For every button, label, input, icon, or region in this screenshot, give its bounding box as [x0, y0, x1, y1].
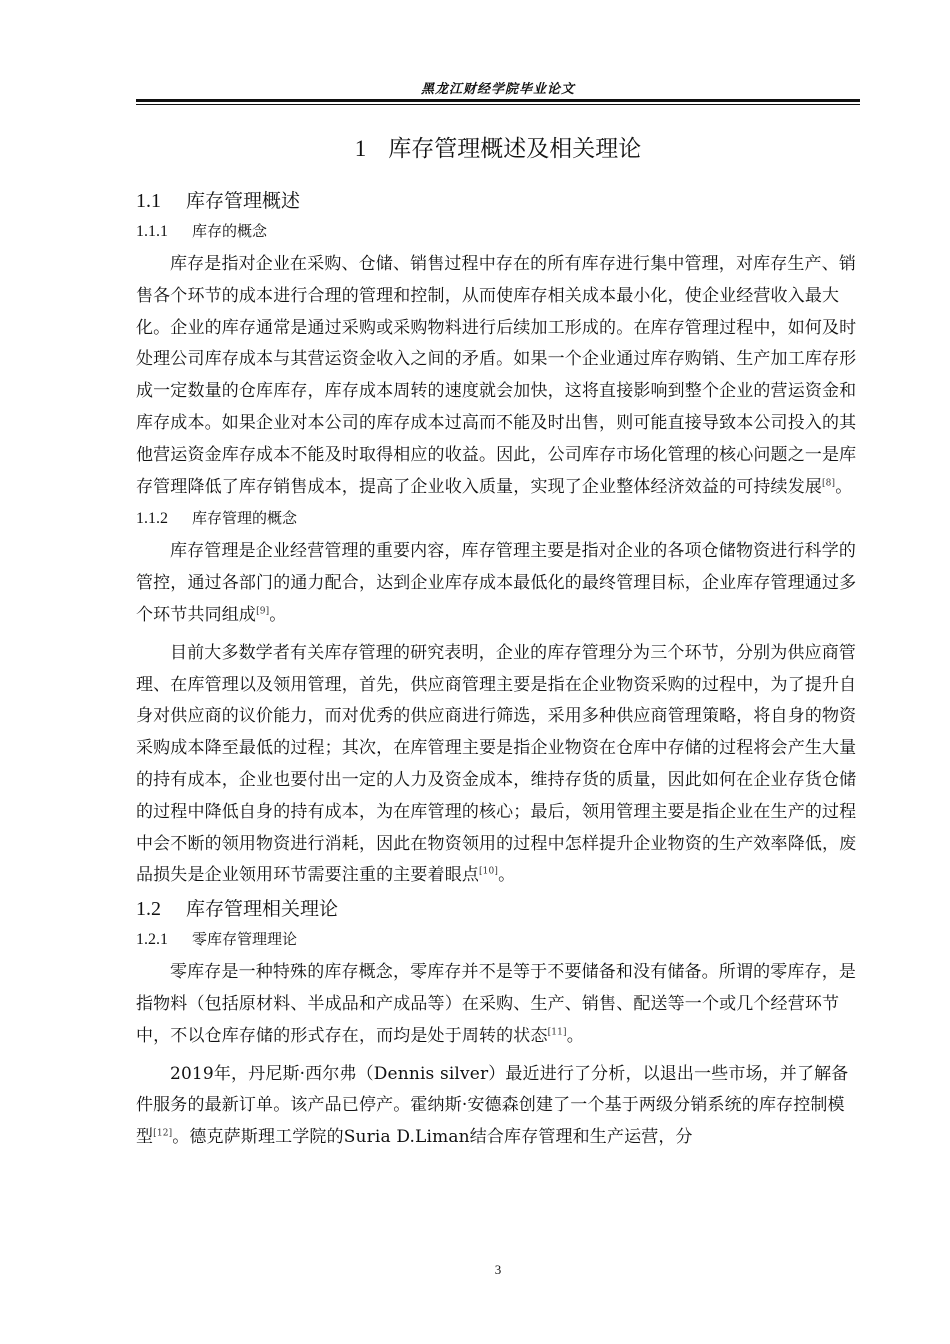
citation-ref[interactable]: [11]	[547, 1027, 567, 1038]
section-title: 库存管理相关理论	[186, 898, 339, 921]
page-number: 3	[494, 1262, 502, 1277]
paragraph-zero-inventory	[136, 957, 860, 1052]
section-title: 库存管理概述	[186, 190, 301, 212]
subsection-number: 1.1.1	[136, 223, 168, 240]
section-heading-1-1	[136, 186, 860, 216]
paragraph-management-concept	[136, 536, 860, 631]
citation-ref[interactable]: [12]	[153, 1128, 173, 1139]
paragraph-research-review	[136, 1059, 860, 1154]
subsection-heading-1-1-2	[136, 505, 860, 532]
paragraph-end: 。	[566, 1025, 584, 1046]
paragraph-three-stages	[136, 638, 860, 892]
header-rule-thick	[136, 99, 860, 102]
subsection-heading-1-1-1	[136, 218, 860, 245]
running-header: 黑龙江财经学院毕业论文	[420, 82, 575, 97]
chapter-title: 库存管理概述及相关理论	[388, 136, 642, 162]
section-number: 1.2	[136, 898, 161, 921]
paragraph-end: 。	[269, 604, 287, 625]
paragraph-text: 库存是指对企业在采购、仓储、销售过程中存在的所有库存进行集中管理，对库存生产、销售各个环节的成本进行合理的管理和控制，从而使库存相关成本最小化，使企业经营收入最大化。企业的库存通常是通过采购或采购物料进行后续加工形成的。在库存管理过程中，如何及时处理公司库存成本与其营运资金收入之间的矛盾。如果一个企业通过库存购销、生产加工库存形成一定数量的仓库库存，库存成本周转的速度就会加快，这将直接影响到整个企业的营运资金和库存成本。如果企业对本公司的库存成本过高而不能及时出售，则可能直接导致本公司投入的其他营运资金库存成本不能及时取得相应的收益。因此，公司库存市场化管理的核心问题之一是库存管理降低了库存销售成本，提高了企业收入质量，实现了企业整体经济效益的可持续发展	[136, 254, 857, 497]
citation-ref[interactable]: [10]	[479, 866, 499, 877]
paragraph-end: 。	[835, 476, 853, 497]
section-number: 1.1	[136, 190, 161, 212]
subsection-heading-1-2-1	[136, 926, 860, 953]
header-rule-thin	[136, 104, 860, 105]
subsection-number: 1.2.1	[136, 931, 168, 949]
subsection-number: 1.1.2	[136, 510, 168, 528]
chapter-number: 1	[354, 136, 367, 161]
paragraph-text: 目前大多数学者有关库存管理的研究表明，企业的库存管理分为三个环节，分别为供应商管理、在库管理以及领用管理，首先，供应商管理主要是指在企业物资采购的过程中，为了提升自身对供应商的议价能力，而对优秀的供应商进行筛选，采用多种供应商管理策略，将自身的物资采购成本降至最低的过程；其次，在库管理主要是指企业物资在仓库中存储的过程将会产生大量的持有成本，企业也要付出一定的人力及资金成本，维持存货的质量，因此如何在企业存货仓储的过程中降低自身的持有成本，为在库管理的核心；最后，领用管理主要是指企业在生产的过程中会不断的领用物资进行消耗，因此在物资领用的过程中怎样提升企业物资的生产效率降低，废品损失是企业领用环节需要注重的主要着眼点	[136, 642, 857, 886]
paragraph-text: 库存管理是企业经营管理的重要内容，库存管理主要是指对企业的各项仓储物资进行科学的管控，通过各部门的通力配合，达到企业库存成本最低化的最终管理目标，企业库存管理通过多个环节共同组成	[136, 541, 857, 625]
citation-ref[interactable]: [8]	[822, 477, 836, 488]
citation-ref[interactable]: [9]	[256, 606, 270, 617]
chapter-heading	[136, 128, 860, 170]
section-heading-1-2	[136, 894, 860, 924]
body-content	[136, 128, 860, 1154]
paragraph-text: 零库存是一种特殊的库存概念，零库存并不是等于不要储备和没有储备。所谓的零库存，是指物料（包括原材料、半成品和产成品等）在采购、生产、销售、配送等一个或几个经营环节中，不以仓库存储的形式存在，而均是处于周转的状态	[136, 962, 856, 1046]
paragraph-inventory-concept	[136, 249, 860, 503]
paragraph-end: 。	[498, 865, 516, 886]
paragraph-end: 。德克萨斯理工学院的Suria D.Liman结合库存管理和生产运营，分	[172, 1127, 693, 1148]
subsection-title: 库存管理的概念	[192, 509, 298, 528]
subsection-title: 库存的概念	[192, 222, 268, 240]
subsection-title: 零库存管理理论	[192, 930, 298, 949]
paragraph-text: 2019年，丹尼斯·西尔弗（Dennis silver）最近进行了分析，以退出一些市场，并了解备件服务的最新订单。该产品已停产。霍纳斯·安德森创建了一个基于两级分销系统的库存控制模型	[136, 1063, 849, 1148]
